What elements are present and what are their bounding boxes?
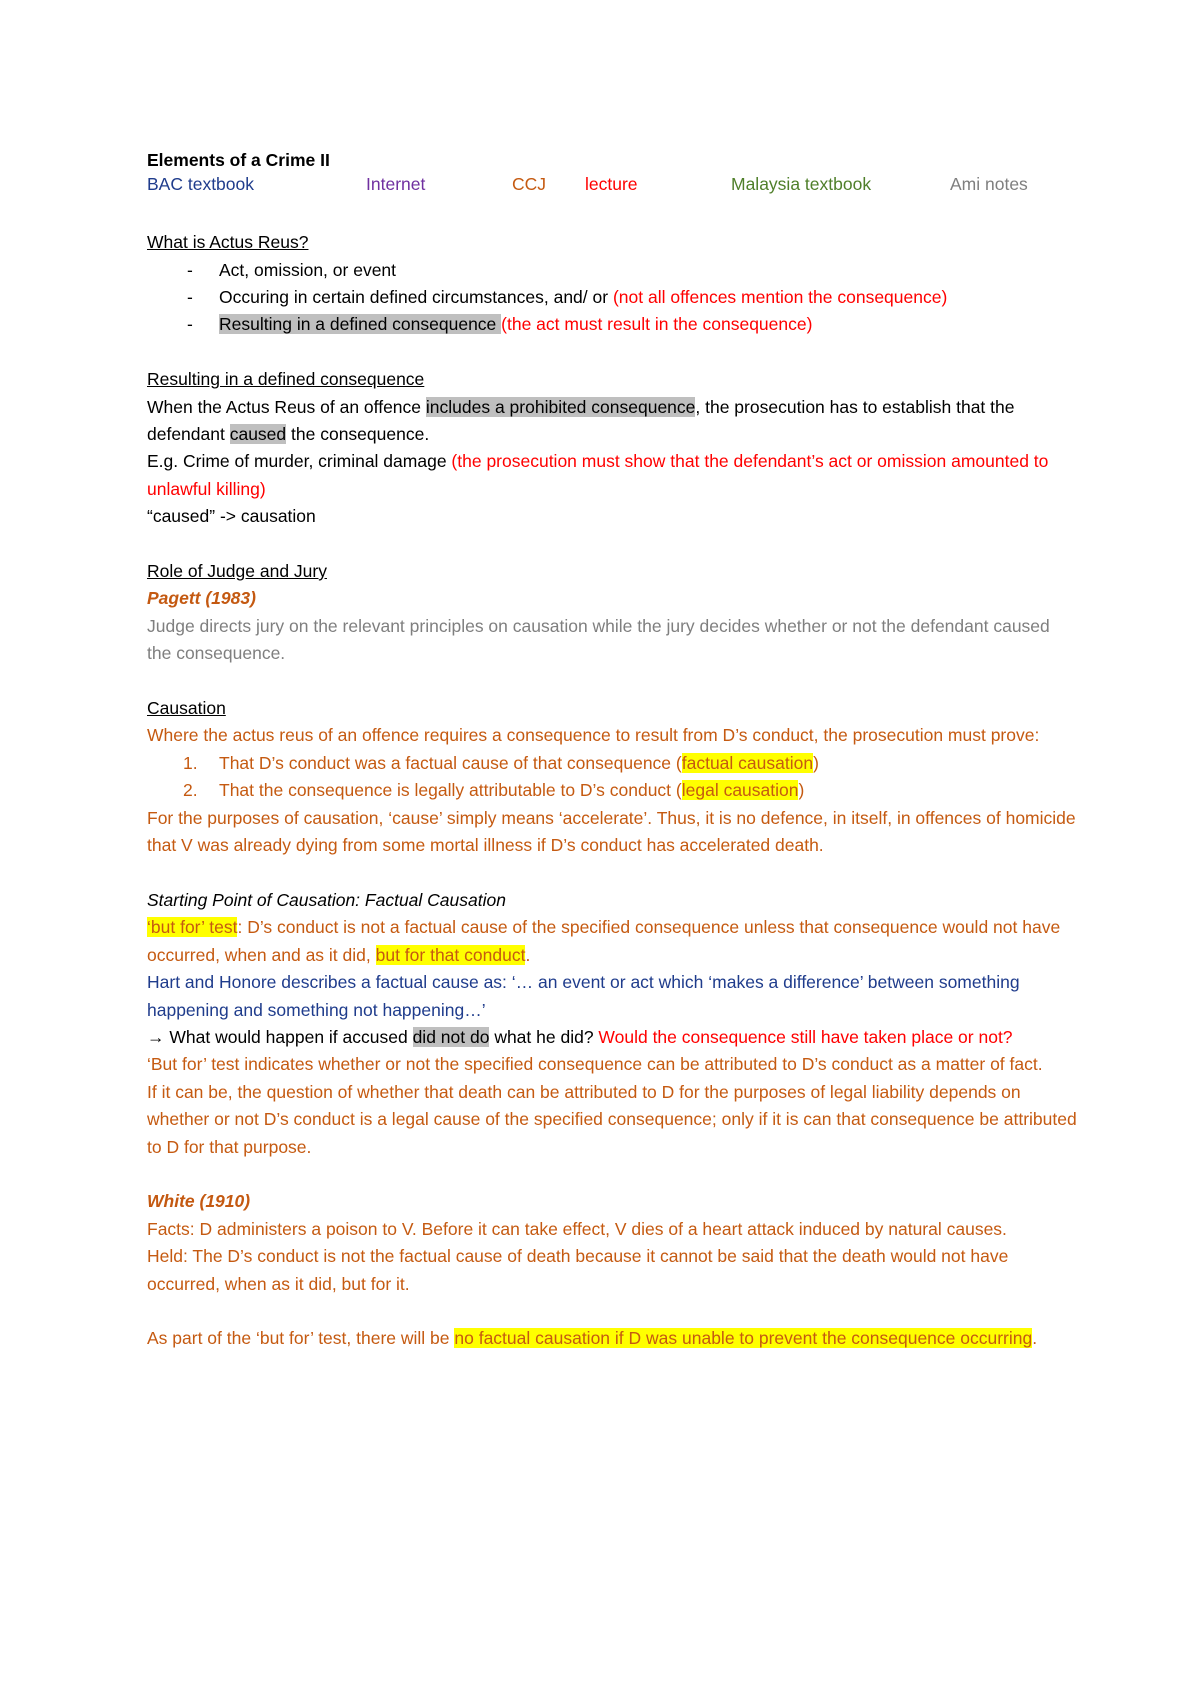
text-run: ) <box>813 752 819 773</box>
highlighted-text: includes a prohibited consequence <box>425 396 696 417</box>
list-item-text: Act, omission, or event <box>219 259 397 280</box>
highlighted-text: no factual causation if D was unable to prevent the consequence occurring <box>454 1328 1033 1349</box>
role-heading: Role of Judge and Jury <box>147 561 327 582</box>
page-title: Elements of a Crime II <box>147 150 330 170</box>
highlighted-text: caused <box>229 424 287 445</box>
caused-line: “caused” -> causation <box>147 506 316 527</box>
case-name: Pagett (1983) <box>147 588 256 609</box>
text-run: E.g. Crime of murder, criminal damage <box>147 451 452 472</box>
text-run: . <box>1032 1328 1038 1349</box>
highlighted-text: ‘but for’ test <box>147 917 238 938</box>
text-run: what he did? <box>489 1026 599 1047</box>
color-legend <box>147 174 1077 201</box>
highlighted-text: Resulting in a defined consequence <box>219 314 502 335</box>
indicates-paragraph: ‘But for’ test indicates whether or not the specified consequence can be attributed to D’s conduct as a matter of fact. <box>147 1054 1043 1075</box>
legend-ami: Ami notes <box>950 174 1028 195</box>
legal-liability-paragraph: If it can be, the question of whether that death can be attributed to D for the purposes of legal liability depends on whether or not D’s conduct is a legal cause of the specified consequence; only if it is can that consequence be attributed to D for that purpose. <box>147 1081 1077 1157</box>
no-causation-paragraph <box>147 1325 1077 1352</box>
list-marker: - <box>187 259 193 280</box>
text-run: : D’s conduct is not a factual cause of the specified consequence unless that consequence would not have occurred, when and as it did, <box>147 917 1061 965</box>
facts-paragraph: Facts: D administers a poison to V. Before it can take effect, V dies of a heart attack induced by natural causes. <box>147 1218 1007 1239</box>
highlighted-text: factual causation <box>681 752 814 773</box>
lecture-note: Would the consequence still have taken place or not? <box>598 1026 1013 1047</box>
factual-heading: Starting Point of Causation: Factual Causation <box>147 889 506 910</box>
resulting-heading: Resulting in a defined consequence <box>147 369 425 390</box>
legend-bac: BAC textbook <box>147 174 254 195</box>
list-item-text: Occuring in certain defined circumstances, and/ or <box>219 287 613 307</box>
case-name: White (1910) <box>147 1191 251 1212</box>
list-marker: - <box>187 314 193 335</box>
arrow-icon: → <box>147 1026 165 1047</box>
but-for-paragraph <box>147 914 1077 969</box>
role-paragraph: Judge directs jury on the relevant principles on causation while the jury decides whether or not the defendant caused the consequence. <box>147 615 1050 664</box>
causation-intro: Where the actus reus of an offence requires a consequence to result from D’s conduct, the prosecution must prove: <box>147 725 1040 746</box>
text-run: the consequence. <box>286 424 430 445</box>
resulting-paragraph <box>147 394 1077 449</box>
example-paragraph <box>147 448 1077 503</box>
legend-internet: Internet <box>366 174 426 195</box>
text-run: That D’s conduct was a factual cause of that consequence ( <box>219 752 682 773</box>
text-run: What would happen if accused <box>164 1026 413 1047</box>
list-item <box>147 284 1077 311</box>
text-run: That the consequence is legally attributable to D’s conduct ( <box>219 780 682 801</box>
highlighted-text: did not do <box>412 1026 490 1047</box>
actus-reus-heading: What is Actus Reus? <box>147 232 309 253</box>
lecture-note: (not all offences mention the consequence) <box>612 287 948 307</box>
list-item <box>147 257 1077 284</box>
list-item <box>147 311 1077 338</box>
held-paragraph: Held: The D’s conduct is not the factual cause of death because it cannot be said that the death would not have occurred, when as it did, but for it. <box>147 1246 1009 1294</box>
list-item <box>147 750 1077 777</box>
list-marker: - <box>187 287 193 307</box>
legend-lecture: lecture <box>585 174 638 195</box>
list-marker: 1. <box>183 752 198 773</box>
document-body <box>147 147 1077 1353</box>
highlighted-text: legal causation <box>681 780 799 801</box>
list-marker: 2. <box>183 780 198 801</box>
causation-purpose: For the purposes of causation, ‘cause’ simply means ‘accelerate’. Thus, it is no defence, in itself, in offences of homicide that V was already dying from some mortal illness if D’s conduct has accelerated death. <box>147 807 1076 856</box>
text-run: , the prosecution has to establish that the defendant <box>147 396 1015 445</box>
question-paragraph <box>147 1024 1077 1051</box>
lecture-note: (the prosecution must show that the defendant’s act or omission amounted to unlawful killing) <box>147 451 1049 499</box>
text-run: As part of the ‘but for’ test, there will be <box>147 1328 455 1349</box>
causation-list <box>147 750 1077 805</box>
highlighted-text: but for that conduct <box>375 944 526 965</box>
actus-reus-list <box>147 257 1077 339</box>
text-run: When the Actus Reus of an offence <box>147 396 426 417</box>
lecture-note: (the act must result in the consequence) <box>501 314 813 335</box>
hart-honore-paragraph: Hart and Honore describes a factual cause as: ‘… an event or act which ‘makes a difference’ between something happening and something not happening…’ <box>147 972 1020 1020</box>
text-run: ) <box>798 780 805 801</box>
list-item <box>147 777 1077 804</box>
legend-malaysia: Malaysia textbook <box>731 174 872 195</box>
causation-heading: Causation <box>147 698 226 719</box>
legend-ccj: CCJ <box>512 174 547 195</box>
text-run: . <box>525 944 531 965</box>
